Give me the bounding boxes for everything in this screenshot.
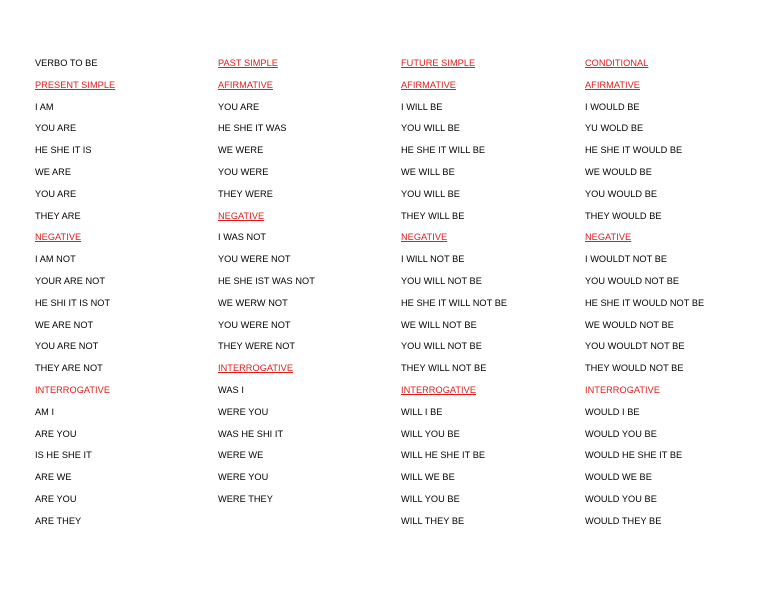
section-heading: CONDITIONAL	[585, 58, 649, 68]
section-heading: NEGATIVE	[35, 232, 82, 243]
section-heading: PRESENT SIMPLE	[35, 79, 116, 90]
section-heading: FUTURE SIMPLE	[401, 58, 476, 68]
text-line: WILL THEY BE	[401, 515, 465, 526]
text-line: WOULD HE SHE IT BE	[585, 450, 683, 461]
text-line: WERE WE	[218, 450, 264, 461]
text-line: WOULD YOU BE	[585, 493, 657, 504]
text-line: YOU ARE	[35, 123, 77, 134]
section-heading: INTERROGATIVE	[218, 363, 294, 374]
text-line: I WOULD BE	[585, 101, 640, 112]
text-line: WOULD YOU BE	[585, 428, 657, 439]
text-line: ARE WE	[35, 472, 72, 483]
text-line: WILL YOU BE	[401, 428, 460, 439]
text-line: YOU WILL BE	[401, 188, 460, 199]
text-line: I WILL BE	[401, 101, 443, 112]
text-line: THEY WOULD NOT BE	[585, 363, 684, 374]
section-heading: INTERROGATIVE	[35, 384, 111, 395]
section-heading: INTERROGATIVE	[585, 384, 661, 395]
text-line: YOU WILL NOT BE	[401, 275, 482, 286]
text-line: YOU WERE NOT	[218, 319, 291, 330]
section-heading: AFIRMATIVE	[401, 79, 456, 90]
text-line: WILL I BE	[401, 406, 443, 417]
text-line: YOU WILL BE	[401, 123, 460, 134]
text-line: YOU WOULD BE	[585, 188, 658, 199]
text-line: WE ARE NOT	[35, 319, 94, 330]
section-heading: NEGATIVE	[218, 210, 265, 221]
text-line: YOUR ARE NOT	[35, 275, 106, 286]
text-line: HE SHE IT WILL NOT BE	[401, 297, 508, 308]
text-line: ARE YOU	[35, 493, 77, 504]
text-line: WILL YOU BE	[401, 493, 460, 504]
text-line: WAS HE SHI IT	[218, 428, 284, 439]
column-conditional	[585, 57, 704, 537]
text-line: I WOULDT NOT BE	[585, 254, 668, 265]
text-line: WERE THEY	[218, 493, 273, 504]
text-line: WAS I	[218, 384, 244, 395]
text-line: I AM	[35, 101, 54, 112]
text-line: HE SHE IT WOULD BE	[585, 145, 683, 156]
text-line: WOULD THEY BE	[585, 515, 662, 526]
text-line: ARE THEY	[35, 515, 82, 526]
section-heading: INTERROGATIVE	[401, 384, 477, 395]
text-line: YOU ARE	[35, 188, 77, 199]
text-line: WE WOULD BE	[585, 166, 652, 177]
text-line: WILL WE BE	[401, 472, 455, 483]
section-heading: NEGATIVE	[585, 232, 632, 243]
text-line: WOULD WE BE	[585, 472, 652, 483]
text-line: HE SHE IT WOULD NOT BE	[585, 297, 705, 308]
text-line: I AM NOT	[35, 254, 76, 265]
text-line: VERBO TO BE	[35, 58, 98, 68]
text-line: I WAS NOT	[218, 232, 267, 243]
text-line: THEY ARE NOT	[35, 363, 103, 374]
text-line: WE WILL NOT BE	[401, 319, 477, 330]
text-line: I WILL NOT BE	[401, 254, 465, 265]
text-line: THEY ARE	[35, 210, 81, 221]
text-line: HE SHE IT IS	[35, 145, 92, 156]
section-heading: AFIRMATIVE	[218, 79, 273, 90]
text-line: HE SHE IT WILL BE	[401, 145, 486, 156]
text-line: ARE YOU	[35, 428, 77, 439]
text-line: WERE YOU	[218, 406, 269, 417]
text-line: YOU WOULD NOT BE	[585, 275, 680, 286]
text-line: WE WOULD NOT BE	[585, 319, 674, 330]
text-line: HE SHE IT WAS	[218, 123, 287, 134]
text-line: THEY WERE NOT	[218, 341, 296, 352]
text-line: WE ARE	[35, 166, 72, 177]
text-line: YOU WERE NOT	[218, 254, 291, 265]
text-line: WILL HE SHE IT BE	[401, 450, 486, 461]
column-past-simple	[218, 57, 315, 515]
text-line: YOU ARE	[218, 101, 260, 112]
text-line: WE WERW NOT	[218, 297, 288, 308]
text-line: WE WILL BE	[401, 166, 455, 177]
text-line: HE SHE IST WAS NOT	[218, 275, 315, 286]
text-line: THEY WERE	[218, 188, 273, 199]
text-line: THEY WOULD BE	[585, 210, 662, 221]
text-line: WE WERE	[218, 145, 264, 156]
text-line: AM I	[35, 406, 55, 417]
text-line: YOU ARE NOT	[35, 341, 99, 352]
column-future-simple	[401, 57, 507, 537]
column-to-be-present	[35, 57, 115, 537]
text-line: YOU WERE	[218, 166, 269, 177]
text-line: IS HE SHE IT	[35, 450, 92, 461]
section-heading: AFIRMATIVE	[585, 79, 640, 90]
text-line: WERE YOU	[218, 472, 269, 483]
text-line: THEY WILL BE	[401, 210, 465, 221]
text-line: THEY WILL NOT BE	[401, 363, 487, 374]
text-line: YU WOLD BE	[585, 123, 644, 134]
section-heading: PAST SIMPLE	[218, 58, 278, 68]
section-heading: NEGATIVE	[401, 232, 448, 243]
text-line: HE SHI IT IS NOT	[35, 297, 111, 308]
text-line: YOU WILL NOT BE	[401, 341, 482, 352]
text-line: WOULD I BE	[585, 406, 640, 417]
text-line: YOU WOULDT NOT BE	[585, 341, 685, 352]
